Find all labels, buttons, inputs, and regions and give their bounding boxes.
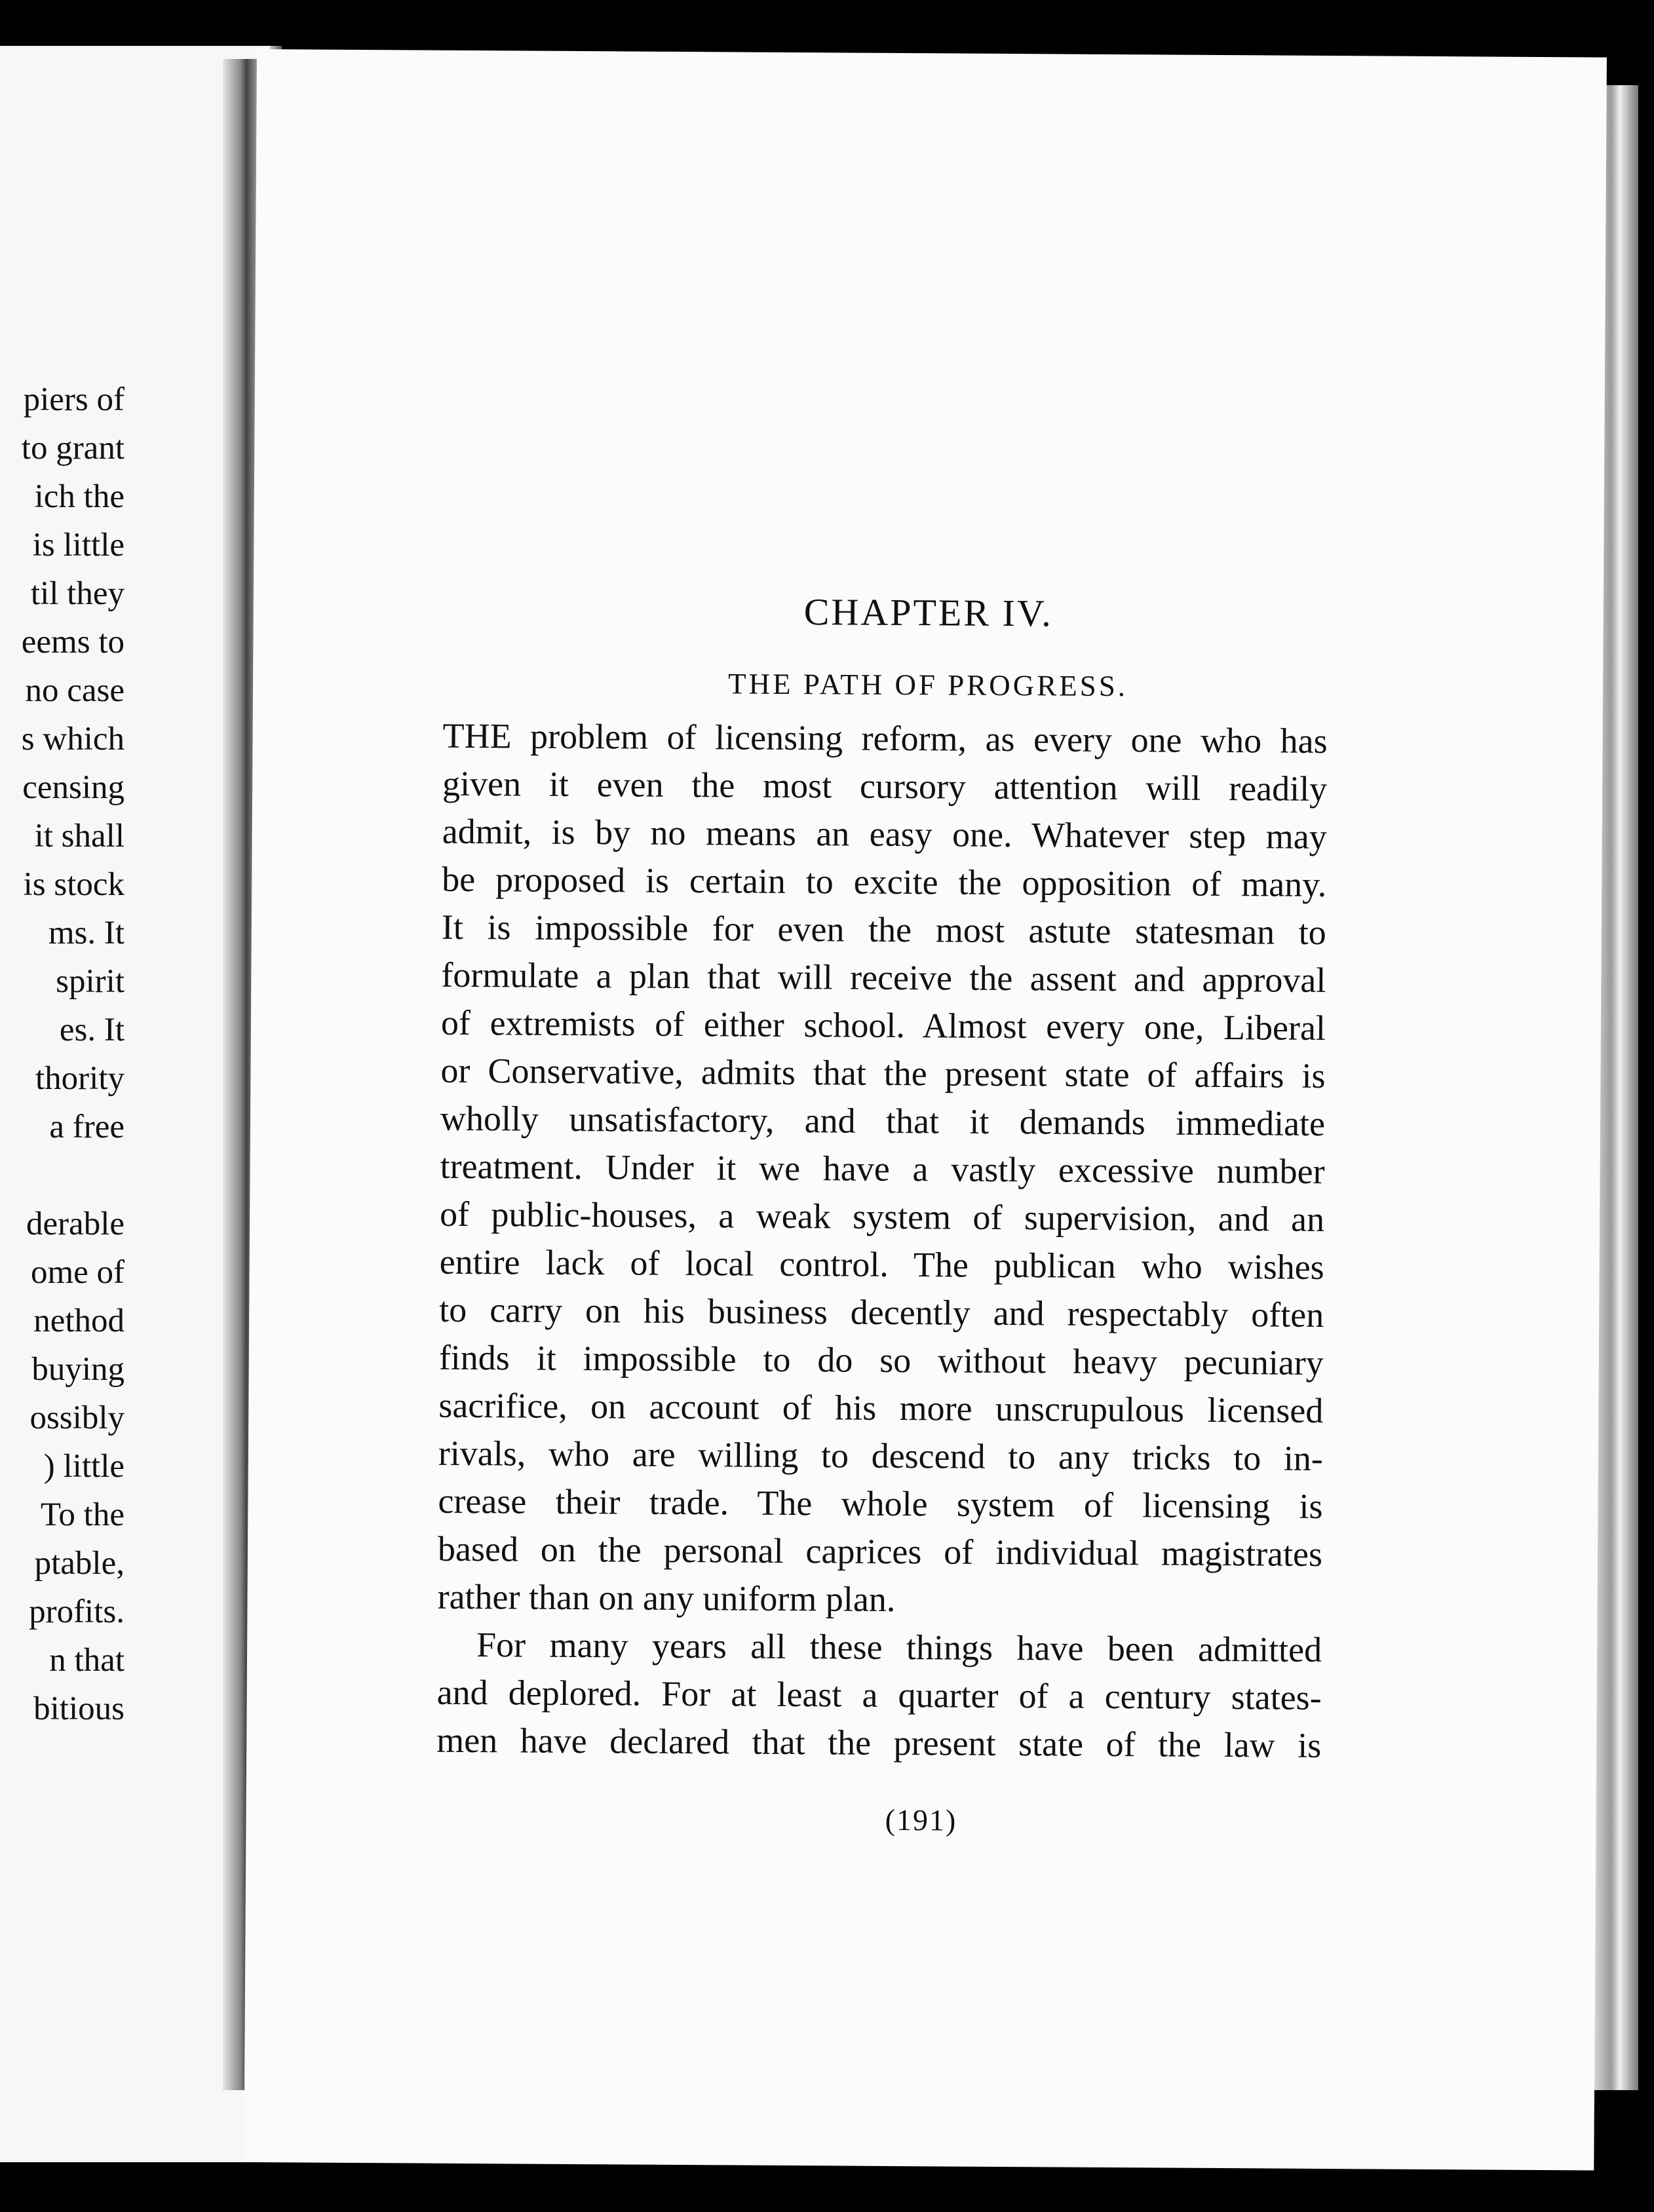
- text-line: and deplored. For at least a quarter of a century states-: [436, 1672, 1322, 1717]
- text-line: be proposed is certain to excite the opposition of many.: [442, 859, 1327, 904]
- left-page-line: piers of: [23, 381, 125, 418]
- text-line: based on the personal caprices of individual magistrates: [437, 1529, 1323, 1574]
- left-page-line: eems to: [21, 624, 125, 660]
- paragraph-1: [437, 712, 1327, 1626]
- left-page-line: nethod: [33, 1303, 125, 1339]
- text-line: of extremists of either school. Almost every one, Liberal: [440, 1002, 1326, 1048]
- left-page-line: profits.: [29, 1593, 125, 1630]
- left-page-line: ) little: [43, 1448, 125, 1485]
- left-page-line: bitious: [33, 1690, 125, 1727]
- left-page-line: ome of: [30, 1254, 125, 1291]
- chapter-subtitle: THE PATH OF PROGRESS.: [727, 667, 1128, 703]
- text-line: given it even the most cursory attention will readily: [442, 763, 1328, 809]
- chapter-title: CHAPTER IV.: [803, 590, 1053, 635]
- left-page-line: is stock: [23, 866, 125, 903]
- text-line: admit, is by no means an easy one. Whatever step may: [442, 811, 1327, 856]
- text-line: men have declared that the present state of the law is: [436, 1720, 1322, 1765]
- text-line: or Conservative, admits that the present state of affairs is: [440, 1050, 1326, 1096]
- text-line: entire lack of local control. The publican who wishes: [439, 1242, 1324, 1287]
- left-page-line: ossibly: [29, 1400, 125, 1436]
- page-number: (191): [885, 1802, 957, 1837]
- left-page-line: ms. It: [48, 915, 125, 951]
- text-line: crease their trade. The whole system of licensing is: [438, 1481, 1323, 1526]
- left-page-line: thority: [35, 1060, 125, 1097]
- left-page-line: To the: [40, 1497, 125, 1533]
- left-page-line: spirit: [56, 963, 125, 1000]
- left-page-line: derable: [26, 1206, 125, 1242]
- text-line: rivals, who are willing to descend to any tricks to in-: [438, 1433, 1324, 1478]
- left-page-line: to grant: [21, 430, 125, 467]
- left-page-line: til they: [30, 575, 125, 612]
- left-page-line: a free: [49, 1109, 125, 1145]
- text-line: For many years all these things have been admitted: [476, 1625, 1322, 1669]
- left-page-line: n that: [49, 1642, 125, 1679]
- left-page-line: es. It: [59, 1012, 125, 1048]
- left-page-line: ptable,: [34, 1545, 125, 1582]
- left-page-line: s which: [21, 721, 125, 757]
- right-page: [244, 49, 1607, 2171]
- text-line: wholly unsatisfactory, and that it demands immediate: [440, 1098, 1326, 1143]
- text-line: formulate a plan that will receive the assent and approval: [441, 955, 1326, 1000]
- left-page-line: ich the: [34, 478, 125, 515]
- paragraph-2: [436, 1621, 1322, 1770]
- left-page-line: no case: [25, 672, 125, 709]
- text-line: of public-houses, a weak system of supervision, and an: [439, 1194, 1325, 1239]
- left-page-line: it shall: [34, 818, 125, 854]
- left-page-line: censing: [22, 769, 125, 806]
- text-line: finds it impossible to do so without heavy pecuniary: [438, 1337, 1324, 1382]
- text-line: sacrifice, on account of his more unscrupulous licensed: [438, 1385, 1324, 1430]
- text-line: to carry on his business decently and respectably often: [439, 1289, 1324, 1335]
- body-text: [436, 712, 1328, 1770]
- text-line: treatment. Under it we have a vastly excessive number: [440, 1146, 1325, 1191]
- text-line: It is impossible for even the most astute statesman to: [441, 907, 1326, 952]
- left-page-line: buying: [31, 1351, 125, 1388]
- text-line: rather than on any uniform plan.: [437, 1576, 896, 1619]
- text-line: THE problem of licensing reform, as every one who has: [442, 715, 1328, 761]
- left-page-line: is little: [32, 527, 125, 563]
